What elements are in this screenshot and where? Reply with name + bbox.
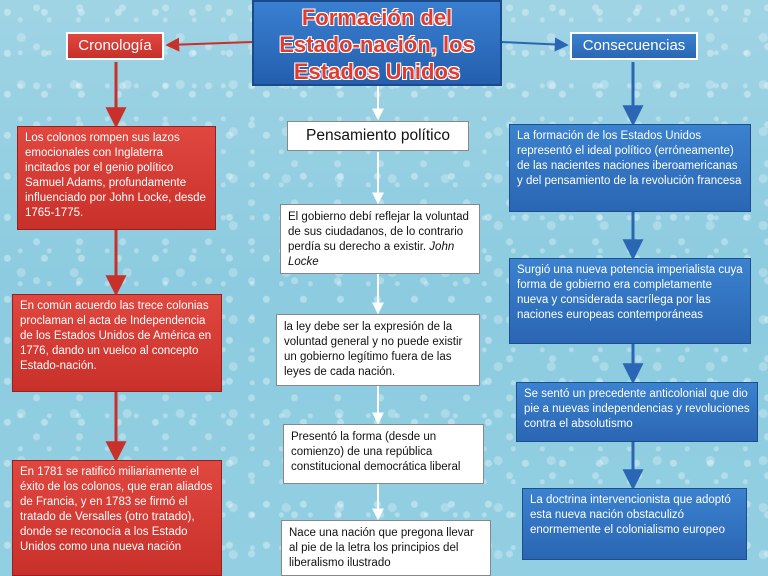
cronologia-box-2: En común acuerdo las trece colonias proclaman el acta de Independencia de los Estados Unidos de América en 1776, dando un vuelco al concepto Estado-nación. <box>12 294 222 392</box>
pensamiento-box-2: la ley debe ser la expresión de la voluntad general y no puede existir un gobierno legítimo fuera de las leyes de cada nación. <box>276 314 480 386</box>
consecuencias-box-4: La doctrina intervencionista que adoptó esta nueva nación obstaculizó enormemente el colonialismo europeo <box>522 488 747 560</box>
main-title <box>252 0 502 86</box>
cronologia-header: Cronología <box>66 32 164 60</box>
pensamiento-header: Pensamiento político <box>287 121 469 151</box>
cronologia-box-3: En 1781 se ratificó miliariamente el éxito de los colonos, que eran aliados de Francia, y en 1783 se firmó el tratado de Versalles (otro tratado), donde se reconocía a los Estado Unidos como una nueva nación <box>12 460 222 576</box>
title-line-2: Estado-nación, los <box>279 32 475 57</box>
consecuencias-box-1: La formación de los Estados Unidos representó el ideal político (erróneamente) de las nacientes naciones iberoamericanas y del pensamiento de la revolución francesa <box>509 124 751 212</box>
consecuencias-box-3: Se sentó un precedente anticolonial que dio pie a nuevas independencias y revoluciones contra el absolutismo <box>516 382 758 442</box>
arrow-title-to-consecuencias <box>502 42 566 45</box>
cronologia-box-1: Los colonos rompen sus lazos emocionales con Inglaterra incitados por el genio político Samuel Adams, profundamente influenciado por John Locke, desde 1765-1775. <box>17 126 216 230</box>
pensamiento-box-4: Nace una nación que pregona llevar al pie de la letra los principios del liberalismo ilustrado <box>281 520 491 576</box>
pensamiento-box-3: Presentó la forma (desde un comienzo) de una república constitucional democrática liberal <box>283 424 484 484</box>
arrow-title-to-cronologia <box>168 42 252 45</box>
title-line-3: Estados Unidos <box>293 59 461 84</box>
pensamiento-box-1-author: John Locke <box>288 241 455 268</box>
pensamiento-box-1-text: El gobierno debí reflejar la voluntad de sus ciudadanos, de lo contrario perdía su derecho a existir. <box>288 211 469 253</box>
pensamiento-box-1 <box>280 204 480 274</box>
consecuencias-header: Consecuencias <box>570 32 698 60</box>
title-line-1: Formación del <box>301 5 453 30</box>
consecuencias-box-2: Surgió una nueva potencia imperialista cuya forma de gobierno era completamente nueva y considerada sacrílega por las naciones europeas contemporáneas <box>509 258 751 344</box>
